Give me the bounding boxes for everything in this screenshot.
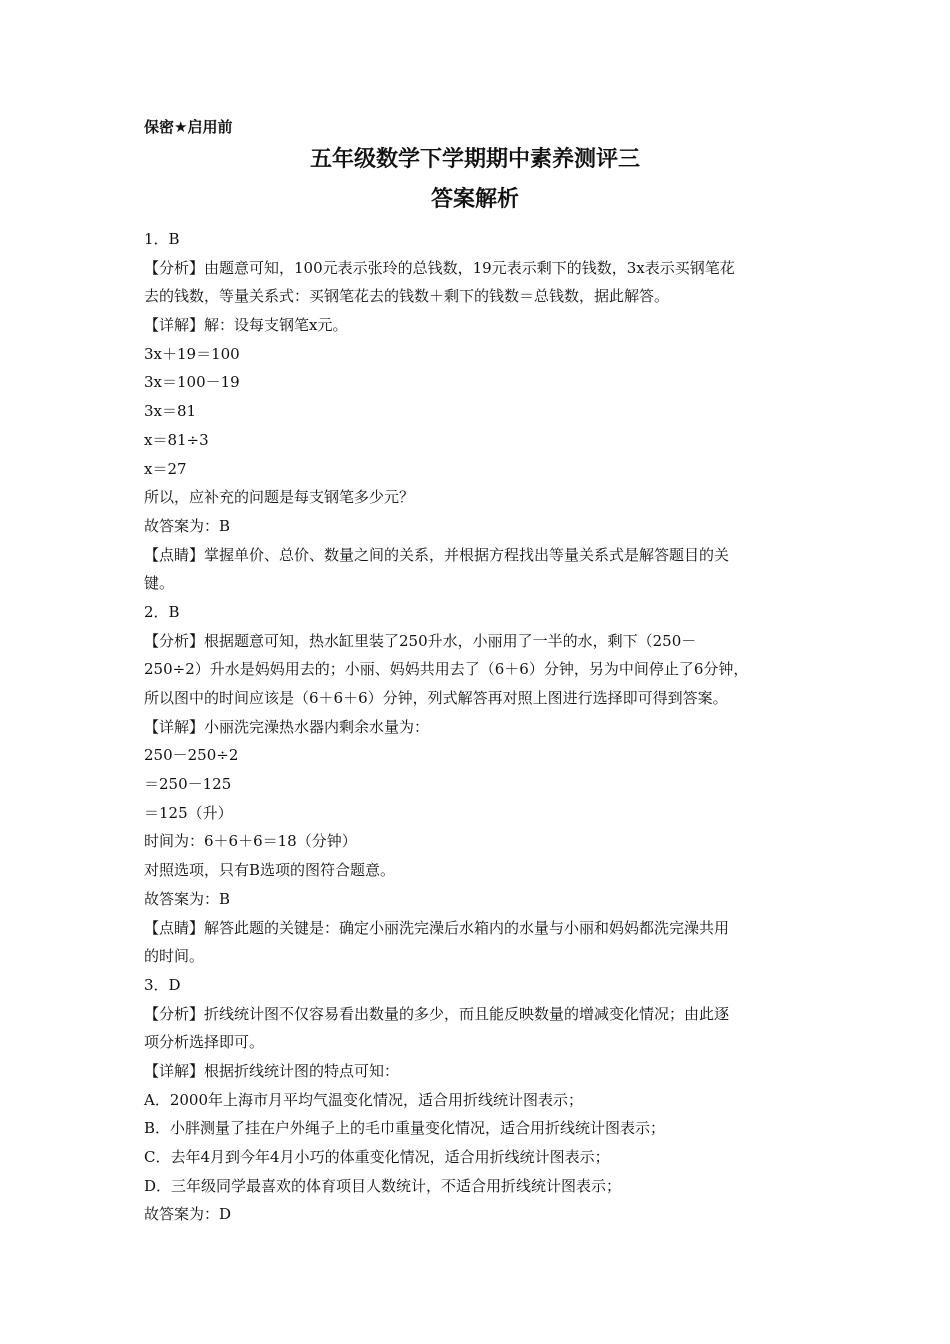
text-line: 的时间。	[144, 947, 205, 966]
document-subtitle: 答案解析	[430, 187, 519, 212]
text-line: ＝250－125	[144, 775, 232, 794]
text-line: 【分析】由题意可知，100元表示张玲的总钱数，19元表示剩下的钱数，3x表示买钢笔花	[144, 258, 735, 277]
text-line: 【点睛】解答此题的关键是：确定小丽洗完澡后水箱内的水量与小丽和妈妈都洗完澡共用	[144, 918, 730, 937]
text-line: 所以图中的时间应该是（6＋6＋6）分钟，列式解答再对照上图进行选择即可得到答案。	[144, 689, 728, 707]
text-line: 3x＝81	[144, 402, 197, 421]
text-line: 对照选项，只有B选项的图符合题意。	[144, 861, 396, 880]
text-line: 键。	[144, 574, 175, 593]
text-line: 故答案为：B	[144, 889, 231, 908]
text-line: 250÷2）升水是妈妈用去的；小丽、妈妈共用去了（6＋6）分钟，另为中间停止了6分钟，	[144, 660, 749, 679]
text-line: 时间为：6＋6＋6＝18（分钟）	[144, 832, 357, 851]
text-line: D．三年级同学最喜欢的体育项目人数统计，不适合用折线统计图表示；	[144, 1176, 622, 1195]
text-line: 项分析选择即可。	[144, 1033, 265, 1052]
text-line: ＝125（升）	[144, 803, 233, 822]
text-line: 3x＝100－19	[144, 373, 240, 392]
text-line: 2．B	[144, 602, 180, 621]
text-line: C．去年4月到今年4月小巧的体重变化情况，适合用折线统计图表示；	[144, 1148, 610, 1166]
text-line: 所以，应补充的问题是每支钢笔多少元？	[144, 488, 415, 507]
confidential-label: 保密★启用前	[144, 118, 233, 136]
text-line: 【点睛】掌握单价、总价、数量之间的关系，并根据方程找出等量关系式是解答题目的关	[144, 545, 730, 564]
text-line: 【详解】小丽洗完澡热水器内剩余水量为：	[144, 717, 430, 736]
document-title: 五年级数学下学期期中素养测评三	[309, 147, 640, 172]
text-line: A．2000年上海市月平均气温变化情况，适合用折线统计图表示；	[144, 1090, 584, 1109]
text-line: B．小胖测量了挂在户外绳子上的毛巾重量变化情况，适合用折线统计图表示；	[144, 1119, 666, 1138]
text-line: 3．D	[144, 975, 181, 994]
text-line: 【分析】折线统计图不仅容易看出数量的多少，而且能反映数量的增减变化情况；由此逐	[144, 1004, 730, 1023]
text-line: 【详解】解：设每支钢笔x元。	[144, 316, 348, 335]
text-line: 250－250÷2	[144, 746, 239, 765]
text-line: 【分析】根据题意可知，热水缸里装了250升水，小丽用了一半的水，剩下（250－	[144, 631, 697, 650]
text-line: x＝81÷3	[144, 430, 209, 449]
text-line: 故答案为：D	[144, 1205, 232, 1224]
answer-body	[144, 225, 808, 1229]
text-line: 【详解】根据折线统计图的特点可知：	[144, 1061, 400, 1080]
text-line: 故答案为：B	[144, 516, 231, 535]
text-line: 去的钱数，等量关系式：买钢笔花去的钱数＋剩下的钱数＝总钱数，据此解答。	[144, 287, 670, 306]
text-line: 1．B	[144, 230, 180, 248]
text-line: x＝27	[144, 459, 187, 478]
text-line: 3x＋19＝100	[144, 344, 240, 363]
